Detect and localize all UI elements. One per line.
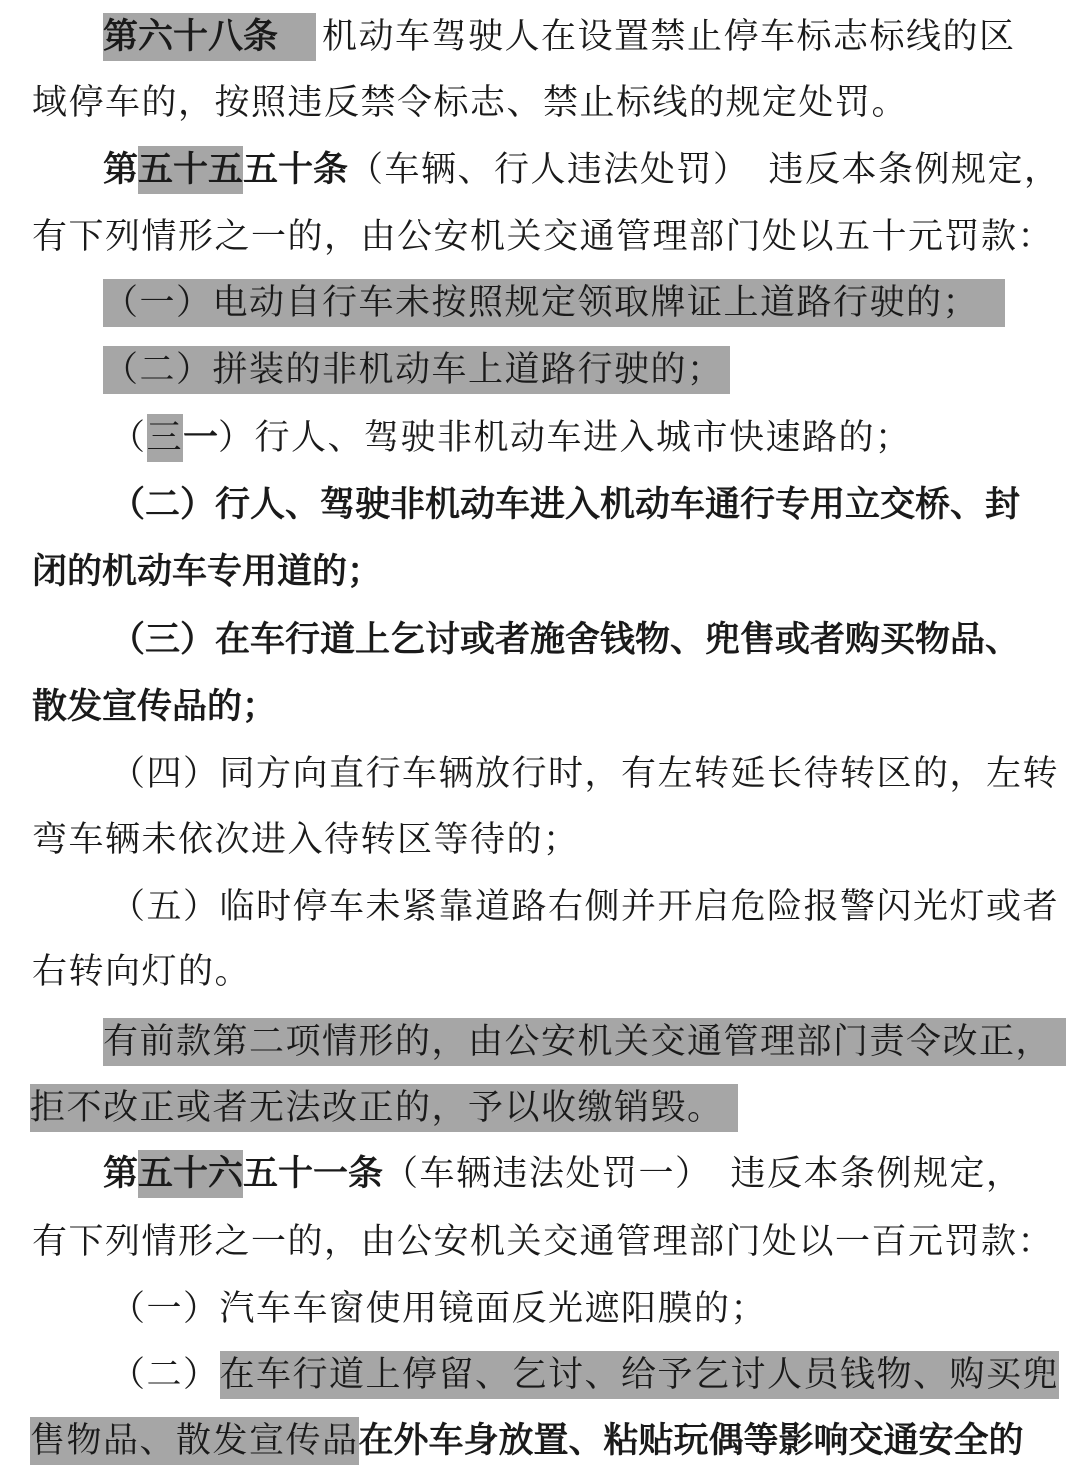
item-3-old-number: 三 — [147, 414, 184, 462]
item-5-text-cont: 右转向灯的。 — [32, 951, 252, 992]
article-56-old-number: 五十六 — [138, 1150, 243, 1198]
item-5-line-2 — [32, 937, 1080, 1004]
new-item-3-text: （三）在车行道上乞讨或者施舍钱物、兜售或者购买物品、 — [110, 619, 1021, 660]
item-3-text: ）行人、驾驶非机动车进入城市快速路的； — [218, 417, 912, 458]
item-1-deleted — [103, 268, 1080, 335]
new-item-2-line-1 — [110, 470, 1080, 537]
article-56-item-2-line-1 — [110, 1340, 1080, 1407]
item-5-line-1 — [110, 872, 1080, 939]
item-1-text: （一）电动自行车未按照规定领取牌证上道路行驶的； — [103, 279, 1005, 327]
item-3-new-number: 一 — [183, 417, 219, 458]
item-4-text: （四）同方向直行车辆放行时，有左转延长待转区的，左转 — [110, 753, 1060, 794]
article-55-old-number: 五十五 — [138, 146, 243, 194]
article-55-intro: 有下列情形之一的，由公安机关交通管理部门处以五十元罚款： — [32, 216, 1055, 257]
article-68-text: 机动车驾驶人在设置禁止停车标志标线的区 — [322, 16, 1016, 57]
article-68-text-cont: 域停车的，按照违反禁令标志、禁止标线的规定处罚。 — [32, 82, 909, 123]
new-item-2-text: （二）行人、驾驶非机动车进入机动车通行专用立交桥、封 — [110, 484, 1021, 525]
article-56-item-2-old-text-cont: 售物品、散发宣传品 — [30, 1417, 359, 1465]
new-item-2-text-cont: 闭的机动车专用道的； — [32, 551, 383, 592]
highlight-gap — [278, 13, 316, 61]
new-item-3-line-2 — [32, 672, 1080, 739]
article-56-prefix: 第 — [103, 1153, 139, 1194]
article-68-line-2 — [32, 68, 1080, 135]
article-56-line-1 — [103, 1139, 1080, 1206]
article-55-line-1 — [103, 135, 1080, 202]
item-4-line-2 — [32, 805, 1080, 872]
new-item-2-line-2 — [32, 537, 1080, 604]
article-56-intro: 有下列情形之一的，由公安机关交通管理部门处以一百元罚款： — [32, 1221, 1055, 1262]
item-3-open-paren: （ — [110, 417, 147, 458]
article-56-new-number: 五十一条 — [243, 1153, 384, 1194]
article-56-item-1-text: （一）汽车车窗使用镜面反光遮阳膜的； — [110, 1288, 768, 1329]
new-item-3-line-1 — [110, 605, 1080, 672]
item-5-text: （五）临时停车未紧靠道路右侧并开启危险报警闪光灯或者 — [110, 886, 1060, 927]
item-4-text-cont: 弯车辆未依次进入待转区等待的； — [32, 819, 580, 860]
item-2-deleted — [103, 335, 1080, 402]
article-55-prefix: 第 — [103, 149, 139, 190]
deleted-clause-line-2 — [30, 1073, 1080, 1140]
article-56-title: （车辆违法处罚一） 违反本条例规定， — [383, 1153, 1023, 1194]
item-3 — [110, 403, 1080, 470]
article-56-line-2 — [32, 1207, 1080, 1274]
item-2-text: （二）拼装的非机动车上道路行驶的； — [103, 346, 730, 394]
article-56-item-2-old-text: 在车行道上停留、乞讨、给予乞讨人员钱物、购买兜 — [220, 1351, 1060, 1399]
deleted-clause-text-cont: 拒不改正或者无法改正的，予以收缴销毁。 — [30, 1084, 738, 1132]
deleted-clause-text: 有前款第二项情形的，由公安机关交通管理部门责令改正， — [103, 1018, 1066, 1066]
article-56-item-1 — [110, 1274, 1080, 1341]
article-55-new-number: 五十条 — [243, 149, 349, 190]
item-4-line-1 — [110, 739, 1080, 806]
article-56-item-2-line-2 — [30, 1406, 1080, 1473]
article-68-line-1 — [103, 2, 1080, 69]
deleted-clause-line-1 — [103, 1007, 1080, 1074]
article-68-number: 第六十八条 — [103, 13, 278, 61]
article-56-item-2-new-text: 在外车身放置、粘贴玩偶等影响交通安全的 — [358, 1420, 1024, 1461]
article-56-item-2-number: （二） — [110, 1354, 220, 1395]
article-55-title: （车辆、行人违法处罚） 违反本条例规定， — [348, 149, 1061, 190]
new-item-3-text-cont: 散发宣传品的； — [32, 686, 278, 727]
article-55-line-2 — [32, 202, 1080, 269]
